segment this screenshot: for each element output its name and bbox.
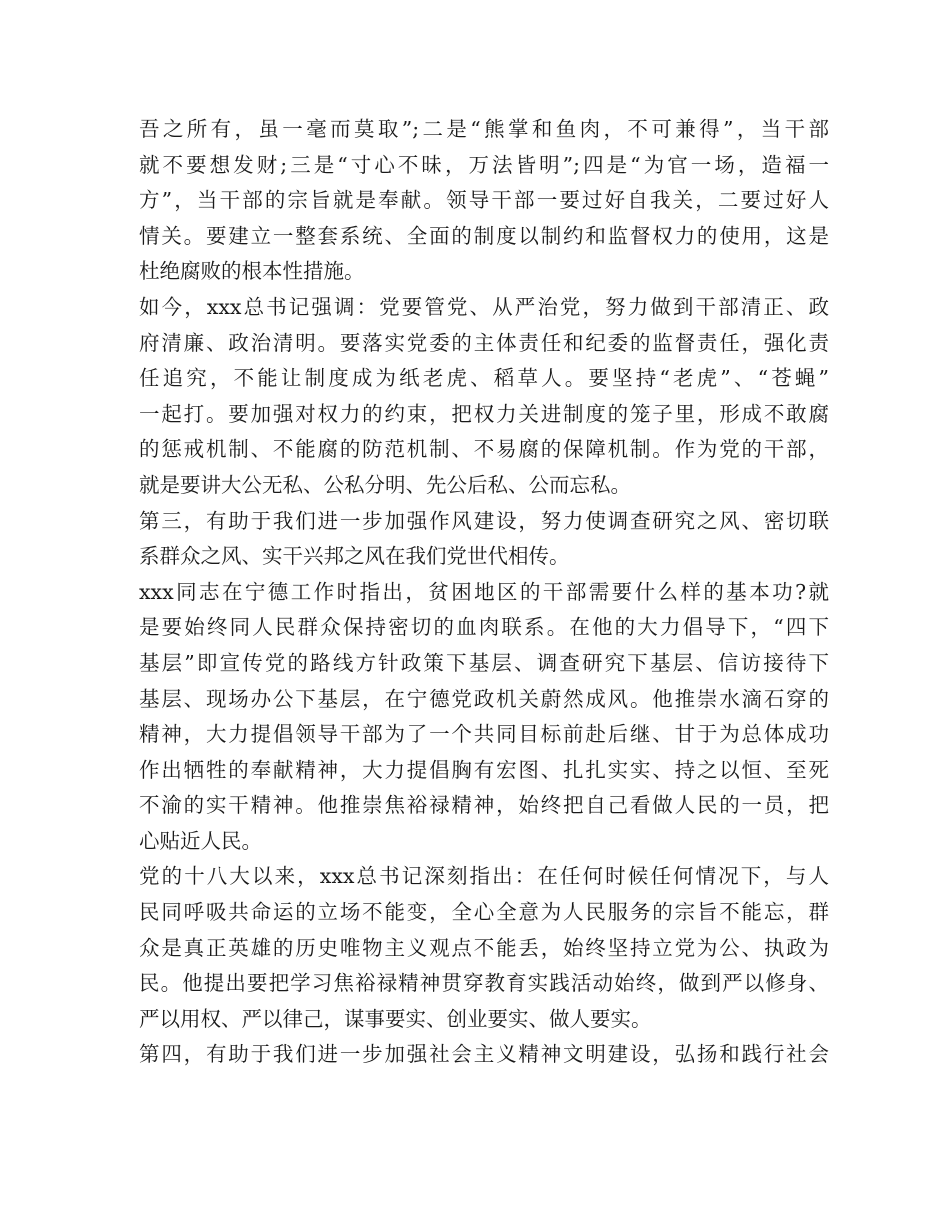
text-line: 民同呼吸共命运的立场不能变，全心全意为人民服务的宗旨不能忘，群 <box>139 900 829 925</box>
text-line: 心贴近人民。 <box>139 828 262 853</box>
text-line: 众是真正英雄的历史唯物主义观点不能丢，始终坚持立党为公、执政为 <box>139 935 829 960</box>
text-line: 是要始终同人民群众保持密切的血肉联系。在他的大力倡导下，“四下 <box>139 615 829 640</box>
text-line: 就不要想发财;三是“寸心不昧，万法皆明”;四是“为官一场，造福一 <box>139 152 829 177</box>
text-line: 第三，有助于我们进一步加强作风建设，努力使调查研究之风、密切联 <box>139 508 829 533</box>
text-line: 情关。要建立一整套系统、全面的制度以制约和监督权力的使用，这是 <box>139 223 829 248</box>
text-line: 精神，大力提倡领导干部为了一个共同目标前赴后继、甘于为总体成功 <box>139 722 829 747</box>
document-body <box>139 112 829 1073</box>
text-line: 就是要讲大公无私、公私分明、先公后私、公而忘私。 <box>139 472 631 497</box>
text-line: 基层”即宣传党的路线方针政策下基层、调查研究下基层、信访接待下 <box>139 650 829 675</box>
text-line: 如今，xxx总书记强调：党要管党、从严治党，努力做到干部清正、政 <box>139 294 829 319</box>
text-line: 党的十八大以来，xxx总书记深刻指出：在任何时候任何情况下，与人 <box>139 864 829 889</box>
text-line: 第四，有助于我们进一步加强社会主义精神文明建设，弘扬和践行社会 <box>139 1042 829 1067</box>
text-line: 一起打。要加强对权力的约束，把权力关进制度的笼子里，形成不敢腐 <box>139 401 829 426</box>
text-line: 不渝的实干精神。他推崇焦裕禄精神，始终把自己看做人民的一员，把 <box>139 793 829 818</box>
text-line: 府清廉、政治清明。要落实党委的主体责任和纪委的监督责任，强化责 <box>139 330 829 355</box>
text-line: 作出牺牲的奉献精神，大力提倡胸有宏图、扎扎实实、持之以恒、至死 <box>139 757 829 782</box>
text-line: 民。他提出要把学习焦裕禄精神贯穿教育实践活动始终，做到严以修身、 <box>139 971 829 996</box>
text-line: 系群众之风、实干兴邦之风在我们党世代相传。 <box>139 544 570 569</box>
text-line: 严以用权、严以律己，谋事要实、创业要实、做人要实。 <box>139 1006 652 1031</box>
text-line: 方”，当干部的宗旨就是奉献。领导干部一要过好自我关，二要过好人 <box>139 188 829 213</box>
text-line: 杜绝腐败的根本性措施。 <box>139 259 365 284</box>
text-line: 吾之所有，虽一毫而莫取”;二是“熊掌和鱼肉，不可兼得”，当干部 <box>139 117 829 141</box>
text-line: 基层、现场办公下基层，在宁德党政机关蔚然成风。他推崇水滴石穿的 <box>139 686 829 711</box>
text-line: 的惩戒机制、不能腐的防范机制、不易腐的保障机制。作为党的干部， <box>139 437 829 462</box>
text-line: xxx同志在宁德工作时指出，贫困地区的干部需要什么样的基本功?就 <box>139 579 829 604</box>
text-line: 任追究，不能让制度成为纸老虎、稻草人。要坚持“老虎”、“苍蝇” <box>139 366 829 391</box>
